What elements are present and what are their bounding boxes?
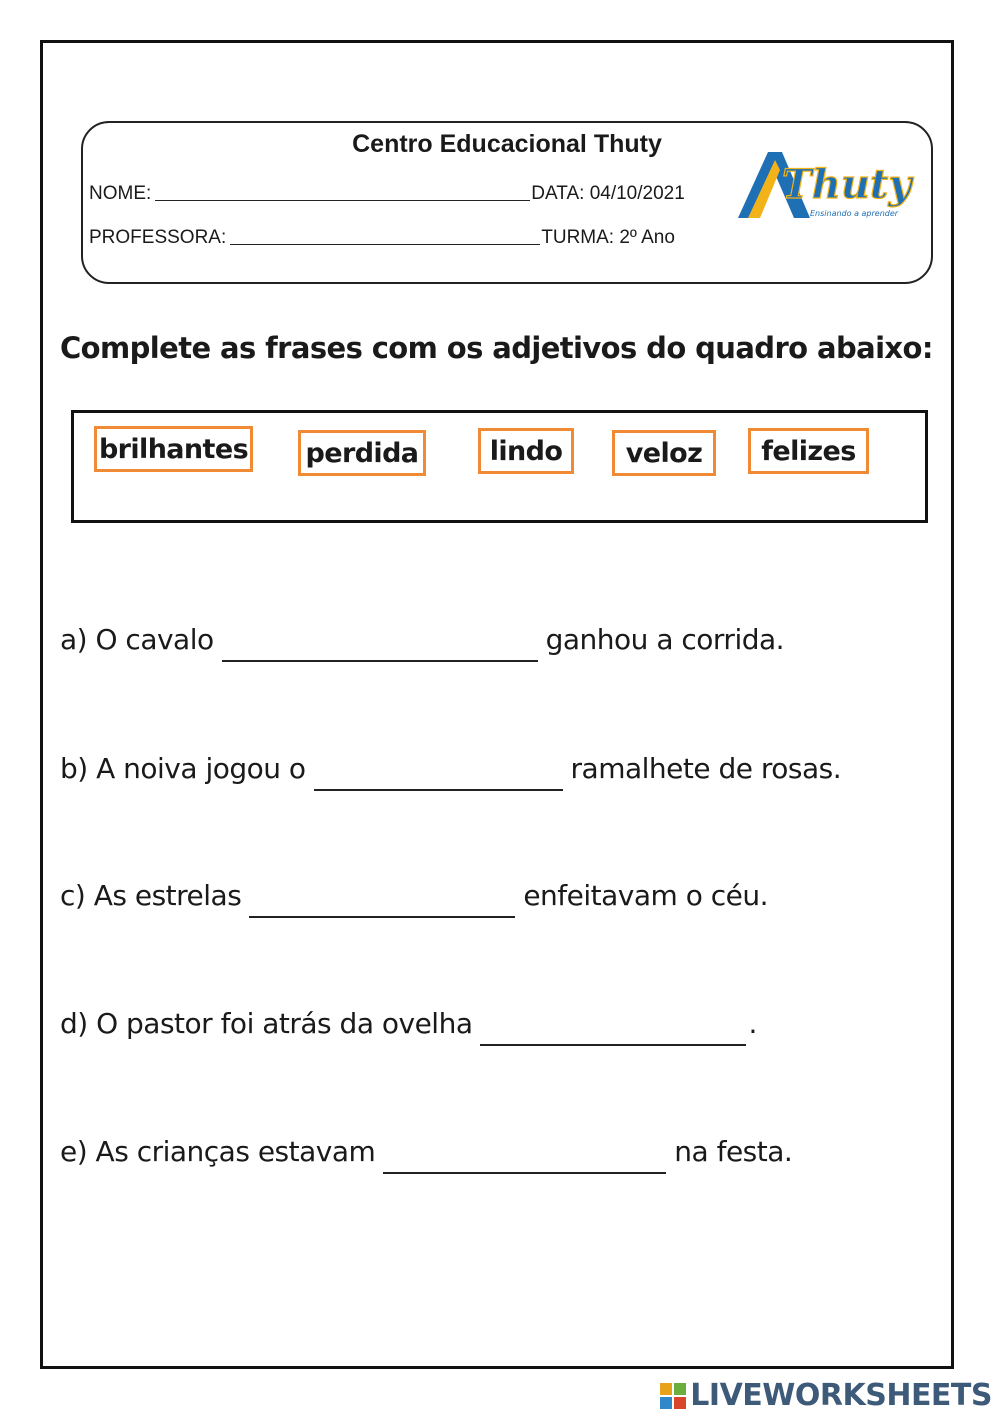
word-chip-felizes[interactable]: felizes [748,428,869,474]
thuty-logo [730,148,920,226]
sentence-b-after: ramalhete de rosas. [570,752,842,785]
answer-a-input[interactable] [222,630,538,662]
teacher-blank[interactable] [230,244,540,245]
sentence-d [60,1007,757,1042]
word-chip-lindo[interactable]: lindo [478,428,574,474]
sentence-e [60,1135,792,1170]
logo-tagline: Ensinando a aprender [810,209,899,218]
school-name: Centro Educacional Thuty [352,130,662,158]
sentence-c [60,879,768,914]
word-chip-brilhantes[interactable]: brilhantes [94,426,253,472]
sentence-a [60,623,784,658]
word-chip-perdida[interactable]: perdida [298,430,426,476]
instruction-heading: Complete as frases com os adjetivos do quadro abaixo: [60,331,933,365]
sentence-d-after: . [748,1007,757,1040]
teacher-label: PROFESSORA: [89,227,227,248]
name-line [89,183,685,205]
sentence-a-after: ganhou a corrida. [545,623,785,656]
sentence-e-after: na festa. [674,1135,793,1168]
sentence-d-before: d) O pastor foi atrás da ovelha [60,1007,473,1040]
class-label: TURMA: 2º Ano [541,227,675,248]
liveworksheets-logo-icon [660,1383,686,1409]
name-label: NOME: [89,183,152,204]
sentence-c-after: enfeitavam o céu. [523,879,768,912]
answer-c-input[interactable] [249,886,515,918]
answer-b-input[interactable] [314,759,563,791]
sentence-b-before: b) A noiva jogou o [60,752,306,785]
date-label: DATA: 04/10/2021 [531,183,685,204]
liveworksheets-brand [660,1378,992,1413]
logo-wordmark: Thuty [782,161,912,208]
answer-e-input[interactable] [383,1142,666,1174]
sentence-c-before: c) As estrelas [60,879,242,912]
sentence-a-before: a) O cavalo [60,623,214,656]
word-chip-veloz[interactable]: veloz [612,430,716,476]
teacher-line [89,227,675,249]
liveworksheets-wordmark: LIVEWORKSHEETS [690,1378,992,1413]
answer-d-input[interactable] [480,1014,746,1046]
sentence-e-before: e) As crianças estavam [60,1135,376,1168]
name-blank[interactable] [155,200,530,201]
sentence-b [60,752,841,787]
